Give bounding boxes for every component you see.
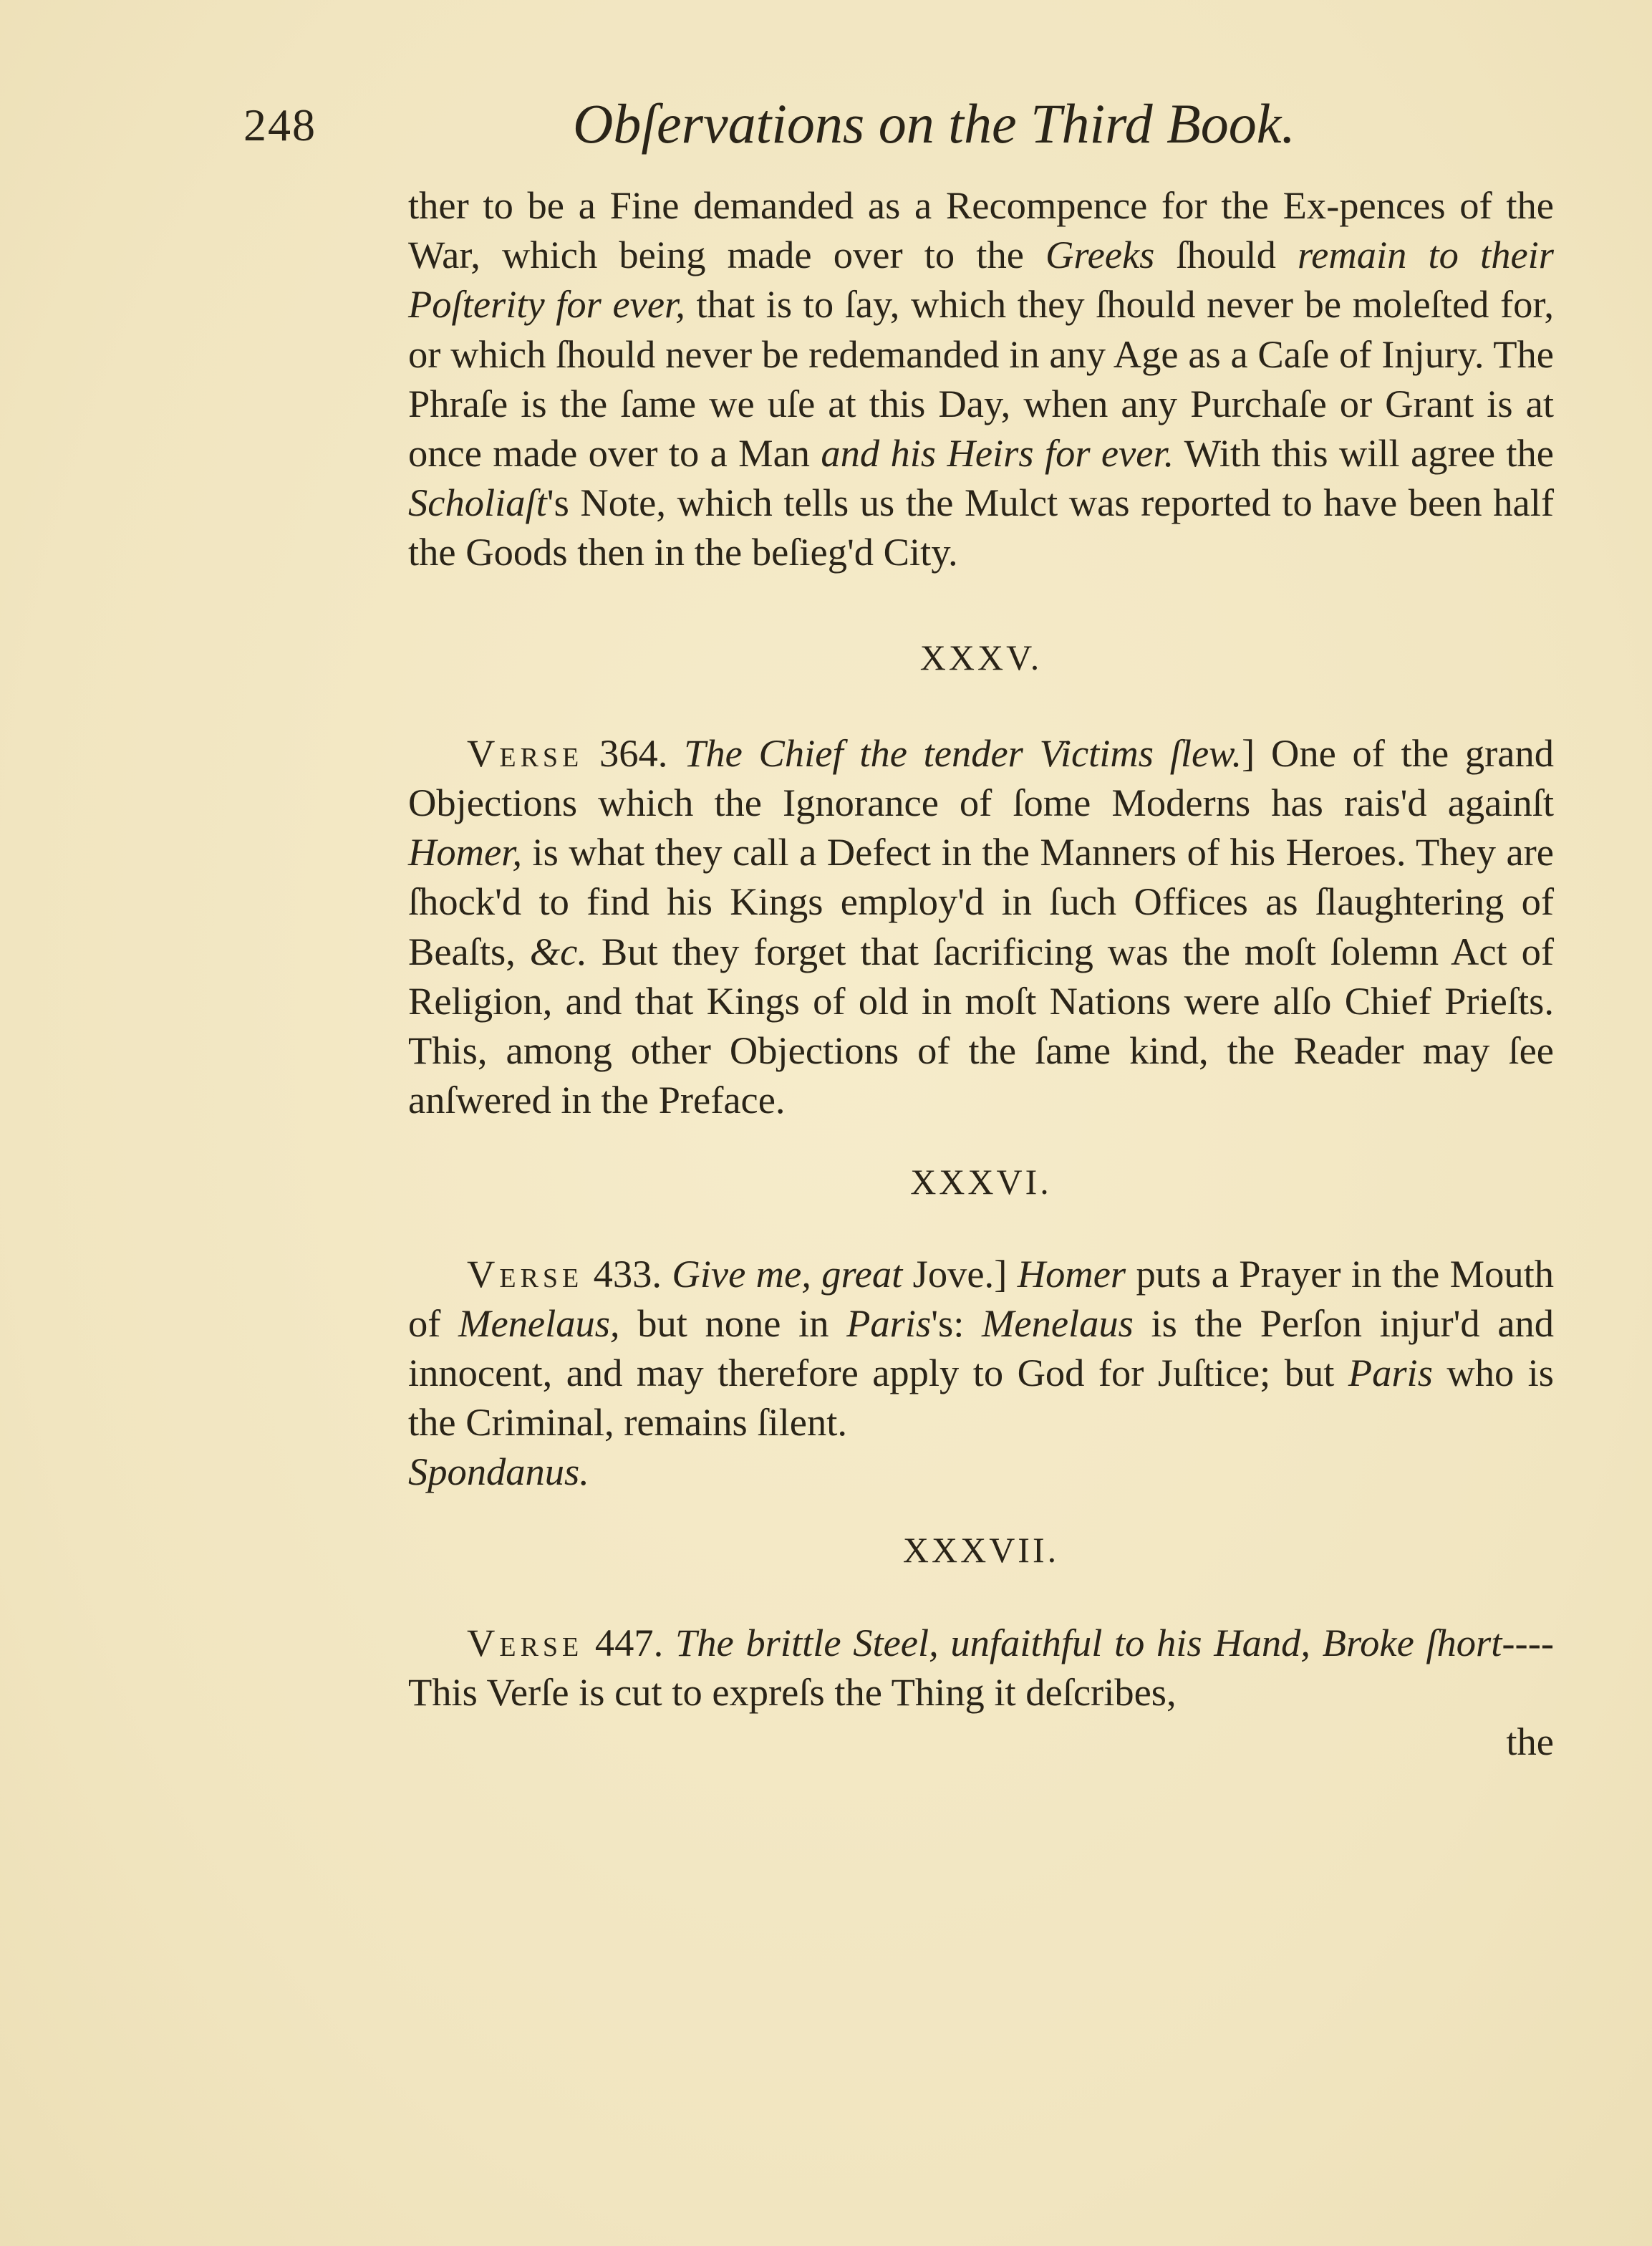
verse-number: 364.	[599, 731, 668, 775]
verse-quote: The brittle Steel, unfaithful to his Hand, Broke ſhort	[675, 1620, 1502, 1664]
verse-quote: The Chief the tender Victims ſlew.	[684, 731, 1242, 775]
note-paragraph-xxxvi: Verse 433. Give me, great Jove.] Homer puts a Prayer in the Mouth of Menelaus, but none in Paris's: Menelaus is the Perſon injur'd and innocent, and may therefore apply to God for Juſtice; but Paris who is the Criminal, remains ſilent. Spondanus.	[408, 1251, 1555, 1494]
verse-number: 433.	[593, 1251, 662, 1296]
body-text	[408, 180, 1554, 1766]
verse-label: Verse	[467, 1620, 584, 1664]
section-heading-xxxv: XXXV.	[919, 637, 1043, 678]
verse-quote: Give me, great	[672, 1251, 903, 1296]
page-header	[243, 92, 1432, 170]
running-head: Obſervations on the Third Book.	[573, 92, 1295, 155]
page-number: 248	[243, 100, 317, 150]
verse-label: Verse	[467, 1251, 584, 1296]
citation: Spondanus.	[408, 1450, 589, 1494]
section-heading-xxxvi: XXXVI.	[910, 1162, 1052, 1202]
section-heading-xxxvii: XXXVII.	[902, 1529, 1060, 1570]
verse-label: Verse	[467, 731, 584, 775]
verse-number: 447.	[594, 1620, 664, 1664]
note-paragraph-xxxvii: Verse 447. The brittle Steel, unfaithful to his Hand, Broke ſhort----This Verſe is cut to expreſs the Thing it deſcribes,	[408, 1620, 1555, 1715]
note-paragraph-xxxv: Verse 364. The Chief the tender Victims ſlew.] One of the grand Objections which the Ignorance of ſome Moderns has rais'd againſt Homer, is what they call a Defect in the Manners of his Heroes. They are ſhock'd to find his Kings employ'd in ſuch Offices as ſlaughtering of Beaſts, &c. But they forget that ſacrificing was the moſt ſolemn Act of Religion, and that Kings of old in moſt Nations were alſo Chief Prieſts. This, among other Objections of the ſame kind, the Reader may ſee anſwered in the Preface.	[408, 731, 1555, 1122]
continued-paragraph: ther to be a Fine demanded as a Recompence for the Ex-pences of the War, which being made over to the Greeks ſhould remain to their Poſterity for ever, that is to ſay, which they ſhould never be moleſted for, or which ſhould never be redemanded in any Age as a Caſe of Injury. The Phraſe is the ſame we uſe at this Day, when any Purchaſe or Grant is at once made over to a Man and his Heirs for ever. With this will agree the Scholiaſt's Note, which tells us the Mulct was reported to have been half the Goods then in the beſieg'd City.	[408, 183, 1554, 574]
catchword: the	[1506, 1720, 1554, 1764]
